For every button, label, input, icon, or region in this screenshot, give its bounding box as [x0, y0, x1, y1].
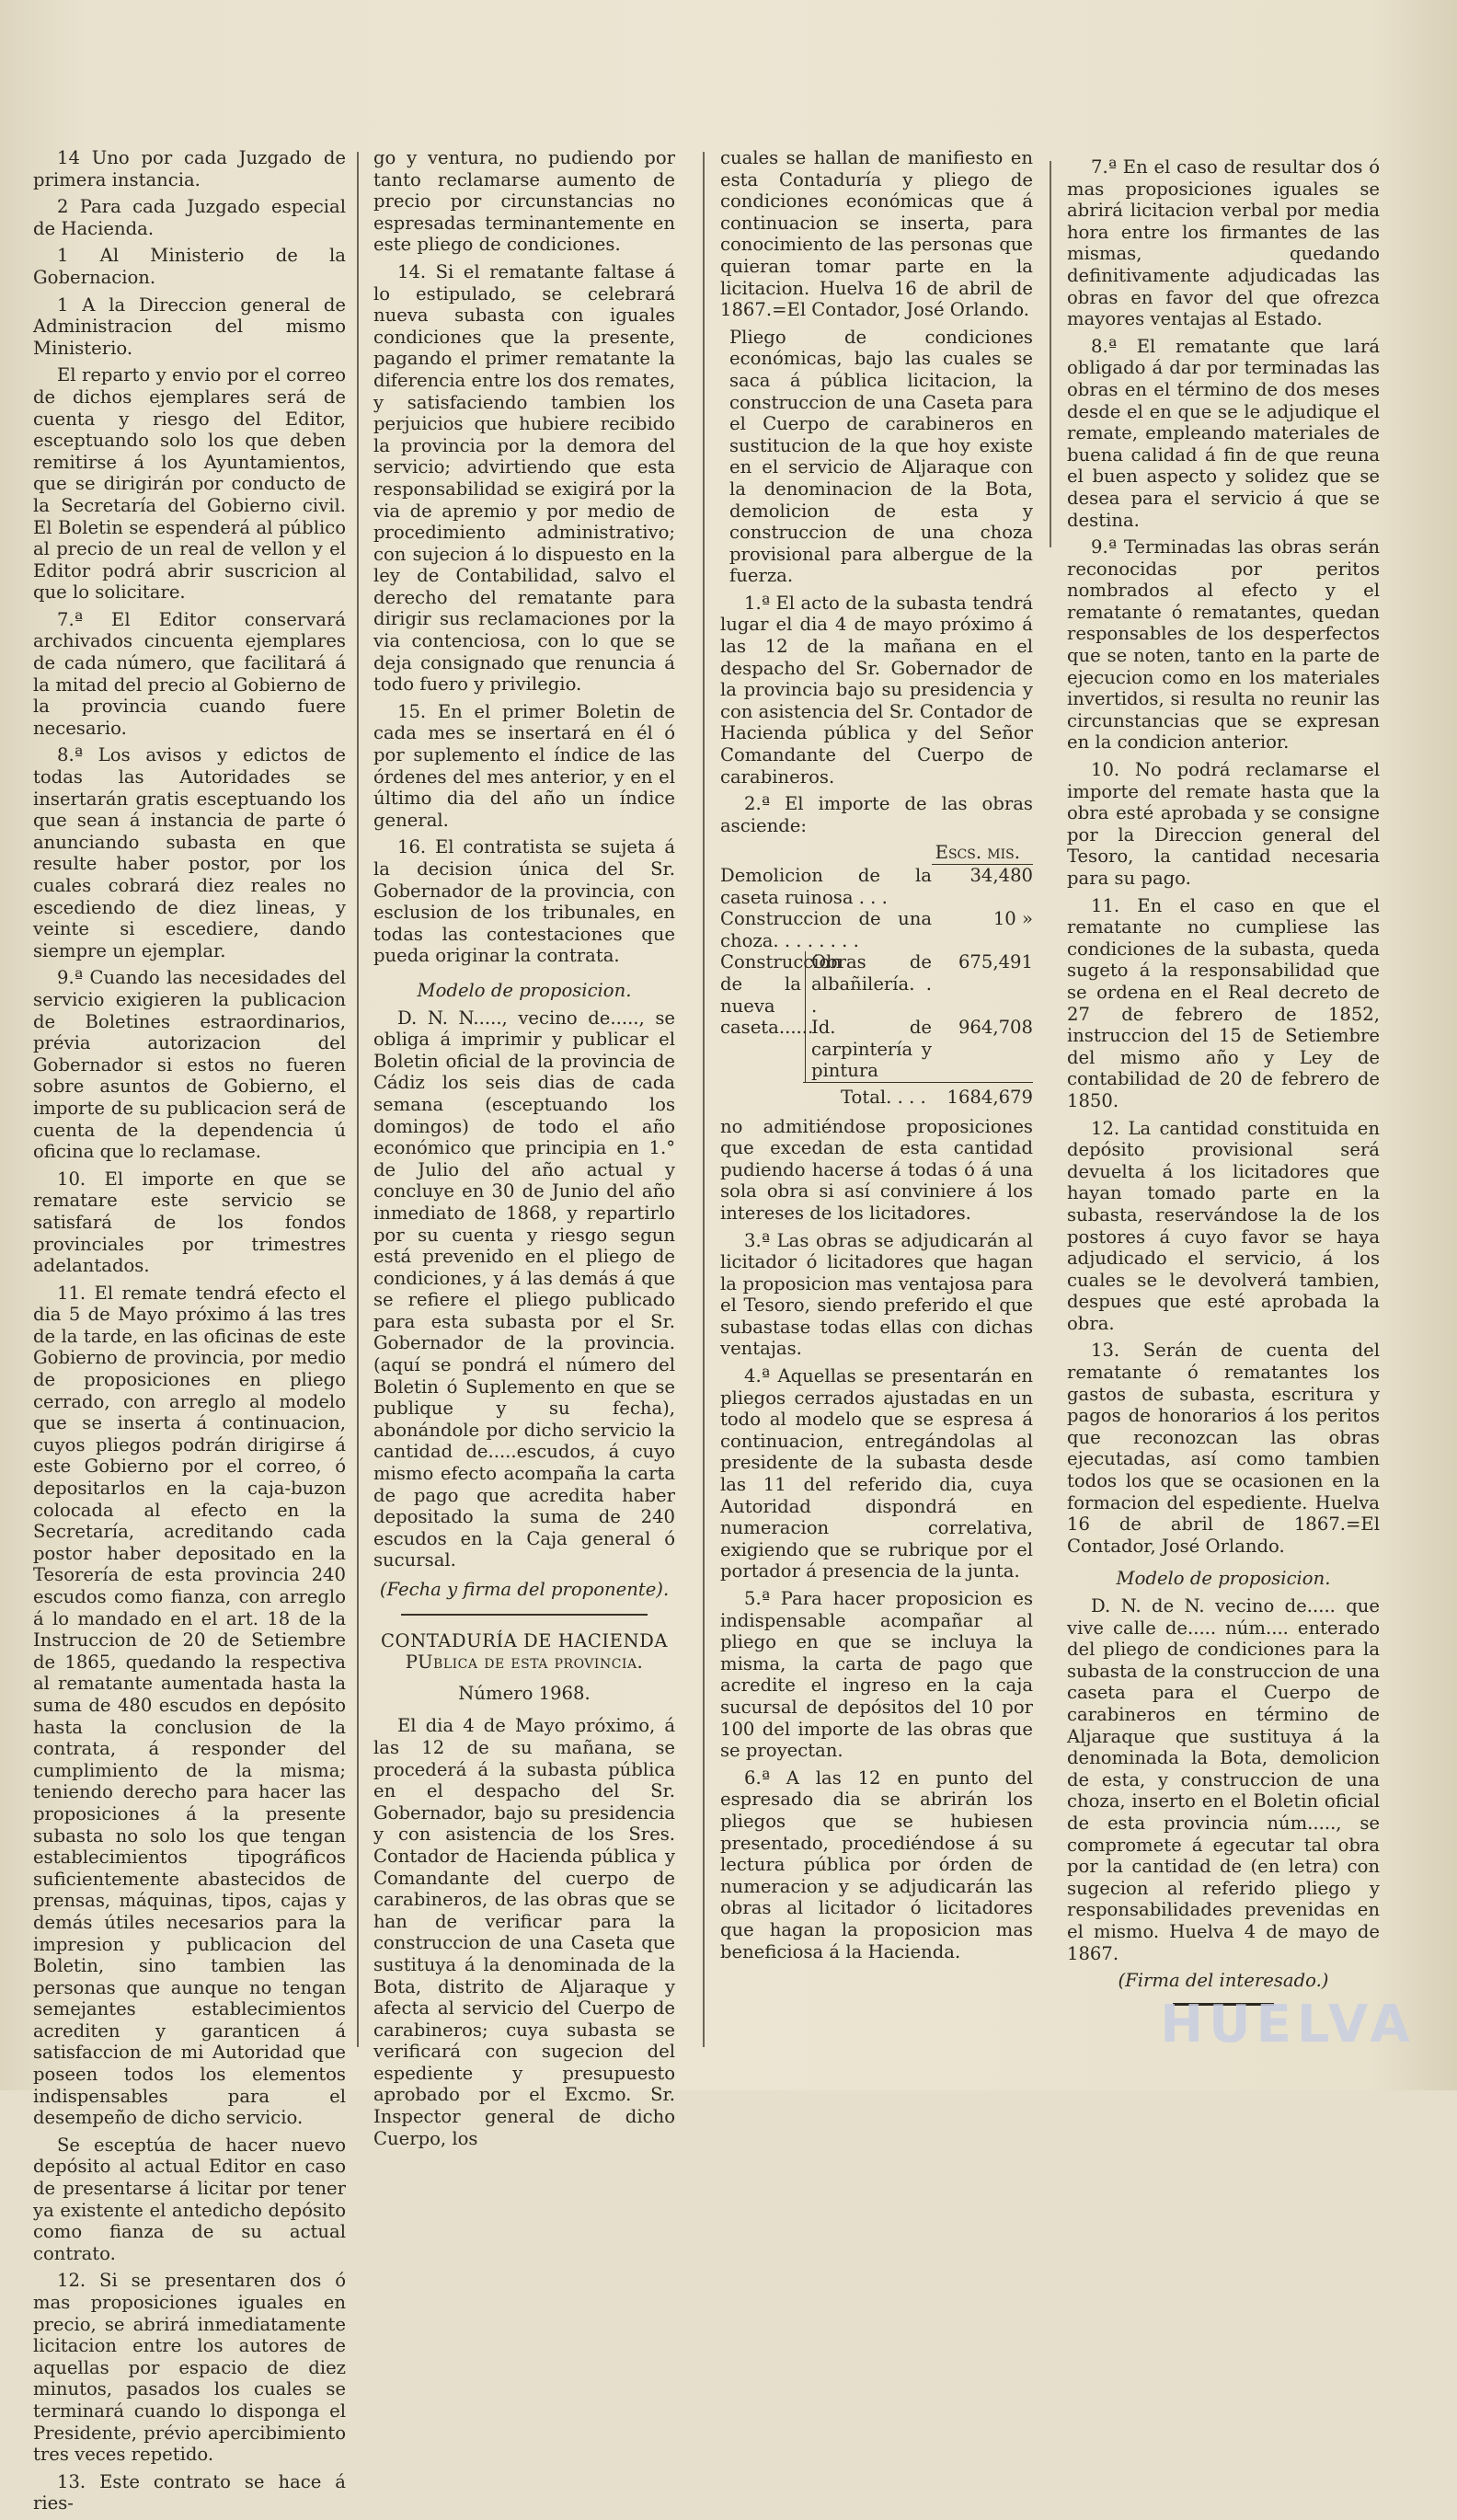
table-group — [720, 951, 1033, 1082]
paragraph: 8.ª El rematante que lará obligado á dar por terminadas las obras en el término de dos meses desde el en que se le adjudique el remate, empleando materiales de buena calidad á fin de que reuna el buen aspecto y solidez que se desea para el servicio á que se destina. — [1067, 335, 1380, 531]
row-label: Demolicion de la caseta ruinosa . . . — [720, 865, 932, 908]
paragraph: 10. No podrá reclamarse el importe del remate hasta que la obra esté aprobada y se consigne por la Direccion general del Tesoro, la cantidad necesaria para su pago. — [1067, 759, 1380, 889]
archive-watermark: HUELVA — [1160, 1994, 1416, 2054]
section-title: CONTADURÍA DE HACIENDA PUblica de esta provincia. — [381, 1629, 668, 1674]
table-row — [720, 908, 1033, 951]
table-header: Escs. mis. — [932, 842, 1033, 865]
table-total — [803, 1082, 1033, 1109]
paragraph: 12. La cantidad constituida en depósito provisional será devuelta á los licitadores que hayan tomado parte en la subasta, reservándose la de los postores á cuyo favor se haya adjudicado el servicio, á los cuales se le devolverá tambien, despues que esté aprobada la obra. — [1067, 1117, 1380, 1334]
model-title: Modelo de proposicion. — [417, 979, 632, 1001]
paragraph: cuales se hallan de manifiesto en esta Contaduría y pliego de condiciones económicas que á continuacion se inserta, para conocimiento de las personas que quieran tomar parte en la licitacion. Huelva 16 de abril de 1867.=El Contador, José Orlando. — [720, 147, 1033, 321]
paragraph: no admitiéndose proposiciones que excedan de esta cantidad pudiendo hacerse á todas ó á una sola obra si así conviniere á los intereses de los licitadores. — [720, 1115, 1033, 1224]
paragraph: go y ventura, no pudiendo por tanto reclamarse aumento de precio por circunstancias no espresadas terminantemente en este pliego de condiciones. — [373, 147, 675, 256]
paragraph: El reparto y envio por el correo de dichos ejemplares será de cuenta y riesgo del Editor, esceptuando solo los que deben remitirse á los Ayuntamientos, que se dirigirán por conducto de la Secretaría del Gobierno civil. El Boletin se espenderá al público al precio de un real de vellon y el Editor podrá abrir suscricion al que lo solicitare. — [33, 364, 346, 604]
model-signature: (Fecha y firma del proponente). — [379, 1579, 670, 1600]
paragraph: 1.ª El acto de la subasta tendrá lugar el dia 4 de mayo próximo á las 12 de la mañana en el despacho del Sr. Gobernador de la provincia bajo su presidencia y con asistencia del Sr. Contador de Hacienda pública y del Señor Comandante del Cuerpo de carabineros. — [720, 592, 1033, 788]
total-label: Total. . . . — [841, 1086, 926, 1108]
table-row — [720, 865, 1033, 908]
row-label: Id. de carpintería y pintura — [811, 1017, 932, 1082]
paragraph: 12. Si se presentaren dos ó mas proposiciones iguales en precio, se abrirá inmediatamente licitacion entre los autores de aquellas por espacio de diez minutos, pasados los cuales se terminará cuando lo disponga el Presidente, prévio apercibimiento tres veces repetido. — [33, 2270, 346, 2466]
row-label: Obras de albañilería. . . — [811, 951, 932, 1017]
paragraph: 13. Serán de cuenta del rematante ó rematantes los gastos de subasta, escritura y pagos de honorarios á los peritos que reconozcan las obras ejecutadas, así como tambien todos los que se ocasionen en la formacion del espediente. Huelva 16 de abril de 1867.=El Contador, José Orlando. — [1067, 1340, 1380, 1557]
paragraph: 8.ª Los avisos y edictos de todas las Autoridades se insertarán gratis esceptuando los que sean á instancia de parte ó anunciando subasta en que resulte haber postor, por los cuales cobrará diez reales no escediendo de diez lineas, y veinte si escediere, dando siempre un ejemplar. — [33, 744, 346, 961]
paragraph: 2.ª El importe de las obras asciende: — [720, 793, 1033, 836]
table-row — [811, 951, 1033, 1017]
column-divider — [357, 152, 359, 2047]
row-value: 34,480 — [969, 865, 1033, 886]
model-text: D. N. N....., vecino de....., se obliga á imprimir y publicar el Boletin oficial de la provincia de Cádiz los seis dias de cada semana (esceptuando los domingos) de todo el año económico que principia en 1.° de Julio del año actual y concluye en 30 de Junio del año inmediato de 1868, y repartirlo por su cuenta y riesgo segun está prevenido en el pliego de condiciones, y á las demás á que se refiere el pliego publicado para esta subasta por el Sr. Gobernador de la provincia. (aquí se pondrá el número del Boletin ó Suplemento en que se publique y su fecha), abonándole por dicho servicio la cantidad de.....escudos, á cuyo mismo efecto acompaña la carta de pago que acredita haber depositado la suma de 240 escudos en la Caja general ó sucursal. — [373, 1007, 675, 1571]
column-divider — [703, 152, 705, 2047]
total-value: 1684,679 — [946, 1086, 1033, 1108]
paragraph: 1 A la Direccion general de Administracion del mismo Ministerio. — [33, 293, 346, 359]
model-title: Modelo de proposicion. — [1116, 1568, 1331, 1590]
paragraph: 9.ª Cuando las necesidades del servicio exigieren la publicacion de Boletines estraordinarios, prévia autorizacion del Gobernador si estos no fueren sobre asuntos de Gobierno, el importe de su publicacion será de cuenta de la dependencia ú oficina que lo reclamase. — [33, 967, 346, 1163]
paragraph: Se esceptúa de hacer nuevo depósito al actual Editor en caso de presentarse á licitar por tener ya existente el antedicho depósito como fianza de su actual contrato. — [33, 2134, 346, 2264]
paragraph: 2 Para cada Juzgado especial de Hacienda. — [33, 196, 346, 239]
paragraph: 15. En el primer Boletin de cada mes se insertará en él ó por suplemento el índice de las órdenes del mes anterior, y en el último dia del año un índice general. — [373, 700, 675, 831]
section-text: El dia 4 de Mayo próximo, á las 12 de su mañana, se procederá á la subasta pública en el despacho del Sr. Gobernador, bajo su presidencia y con asistencia de los Sres. Contador de Hacienda pública y Comandante del cuerpo de carabineros, de las obras que se han de verificar para la construccion de una Caseta que sustituya á la denominada de la Bota, distrito de Aljaraque y afecta al servicio del Cuerpo de carabineros; cuya subasta se verificará con sugecion del espediente y presupuesto aprobado por el Excmo. Sr. Inspector general de dicho Cuerpo, los — [373, 1715, 675, 2149]
section-number: Número 1968. — [458, 1682, 591, 1704]
row-value: 10 » — [992, 908, 1033, 930]
model-text: D. N. de N. vecino de..... que vive calle de..... núm.... enterado del pliego de condiciones para la subasta de la construccion de una caseta para el Cuerpo de carabineros en término de Aljaraque que sustituya á la denominada la Bota, demolicion de esta, y construccion de una choza, inserto en el Boletin oficial de esta provincia núm....., se compromete á egecutar tal obra por la cantidad de (en letra) con sugecion al referido pliego y responsabilidades prevenidas en el mismo. Huelva 4 de mayo de 1867. — [1067, 1595, 1380, 1964]
paragraph: 11. En el caso en que el rematante no cumpliese las condiciones de la subasta, queda sugeto á la responsabilidad que se ordena en el Real decreto de 27 de febrero de 1852, instruccion del 15 de Setiembre del mismo año y Ley de contabilidad de 20 de febrero de 1850. — [1067, 894, 1380, 1111]
row-label: Construccion de una choza. . . . . . . . — [720, 908, 932, 951]
paragraph: 13. Este contrato se hace á ries- — [33, 2470, 346, 2514]
column-1 — [33, 147, 346, 2520]
budget-table — [720, 842, 1033, 1108]
paragraph: 1 Al Ministerio de la Gobernacion. — [33, 245, 346, 288]
paragraph: 9.ª Terminadas las obras serán reconocidas por peritos nombrados al efecto y el rematante ó rematantes, quedan responsables de los desperfectos que se noten, tanto en la parte de ejecucion como en los materiales invertidos, si resulta no reunir las circunstancias que se expresan en la condicion anterior. — [1067, 536, 1380, 754]
paragraph: 7.ª En el caso de resultar dos ó mas proposiciones iguales se abrirá licitacion verbal por media hora entre los firmantes de las mismas, quedando definitivamente adjudicadas las obras en favor del que ofrezca mayores ventajas al Estado. — [1067, 156, 1380, 330]
paragraph: 11. El remate tendrá efecto el dia 5 de Mayo próximo á las tres de la tarde, en las oficinas de este Gobierno de provincia, por medio de proposiciones en pliego cerrado, con arreglo al modelo que se inserta á continuacion, cuyos pliegos podrán dirigirse á este Gobierno por el correo, ó depositarlos en la caja-buzon colocada al efecto en la Secretaría, acreditando cada postor haber depositado en la Tesorería de esta provincia 240 escudos como fianza, con arreglo á lo mandado en el art. 18 de la Instruccion de 20 de Setiembre de 1865, quedando la respectiva al rematante aumentada hasta la suma de 480 escudos en depósito hasta la conclusion de la contrata, á responder del cumplimiento de la misma; teniendo derecho para hacer las proposiciones á la presente subasta no solo los que tengan establecimientos tipográficos suficientemente abastecidos de prensas, máquinas, tipos, cajas y demás útiles necesarios para la impresion y publicacion del Boletin, sino tambien las personas que aunque no tengan semejantes establecimientos acrediten y garanticen á satisfaccion de mi Autoridad que poseen todos los elementos indispensables para el desempeño de dicho servicio. — [33, 1282, 346, 2129]
section-divider — [401, 1614, 648, 1616]
column-divider — [1050, 161, 1051, 547]
group-label: Construccion de la nueva caseta...... — [720, 951, 806, 1082]
paragraph: 6.ª A las 12 en punto del espresado dia se abrirán los pliegos que se hubiesen presentado, procediéndose á su lectura pública por órden de numeracion y se adjudicarán las obras al licitador ó licitadores que hagan la proposicion mas beneficiosa á la Hacienda. — [720, 1766, 1033, 1962]
column-2 — [373, 147, 675, 2155]
paragraph: 14. Si el rematante faltase á lo estipulado, se celebrará nueva subasta con iguales condiciones que la presente, pagando el primer rematante la diferencia entre los dos remates, y satisfaciendo tambien los perjuicios que hubiere recibido la provincia por la demora del servicio; advirtiendo que esta responsabilidad se exigirá por la via de apremio y por medio de procedimiento administrativo; con sujecion á lo dispuesto en la ley de Contabilidad, salvo el derecho del rematante para dirigir sus reclamaciones por la via contenciosa, con lo que se deja consignado que renuncia á todo fuero y privilegio. — [373, 260, 675, 696]
conditions-heading: Pliego de condiciones económicas, bajo las cuales se saca á pública licitacion, la construccion de una Caseta para el Cuerpo de carabineros en sustitucion de la que hoy existe en el servicio de Aljaraque con la denominacion de la Bota, demolicion de esta y construccion de una choza provisional para albergue de la fuerza. — [729, 326, 1033, 587]
paragraph: 10. El importe en que se rematare este servicio se satisfará de los fondos provinciales por trimestres adelantados. — [33, 1168, 346, 1277]
paragraph: 3.ª Las obras se adjudicarán al licitador ó licitadores que hagan la proposicion mas ventajosa para el Tesoro, siendo preferido el que subastase todas ellas con dichas ventajas. — [720, 1229, 1033, 1360]
column-3 — [720, 147, 1033, 1968]
row-value: 964,708 — [958, 1017, 1033, 1039]
model-signature: (Firma del interesado.) — [1118, 1970, 1329, 1992]
paragraph: 5.ª Para hacer proposicion es indispensable acompañar al pliego en que se incluya la misma, la carta de pago que acredite el ingreso en la caja sucursal de depósitos del 10 por 100 del importe de las obras que se proyectan. — [720, 1588, 1033, 1762]
paragraph: 7.ª El Editor conservará archivados cincuenta ejemplares de cada número, que facilitará á la mitad del precio al Gobierno de la provincia cuando fuere necesario. — [33, 608, 346, 739]
paragraph: 4.ª Aquellas se presentarán en pliegos cerrados ajustadas en un todo al modelo que se espresa á continuacion, entregándolas al presidente de la subasta desde las 11 del referido dia, cuya Autoridad dispondrá en numeracion correlativa, exigiendo que se rubrique por el portador á presencia de la junta. — [720, 1365, 1033, 1582]
paragraph: 16. El contratista se sujeta á la decision única del Sr. Gobernador de la provincia, con esclusion de los tribunales, en todas las contestaciones que pueda originar la contrata. — [373, 836, 675, 967]
table-row — [811, 1017, 1033, 1082]
column-4 — [1067, 156, 1380, 2006]
row-value: 675,491 — [958, 951, 1033, 973]
paragraph: 14 Uno por cada Juzgado de primera instancia. — [33, 147, 346, 190]
